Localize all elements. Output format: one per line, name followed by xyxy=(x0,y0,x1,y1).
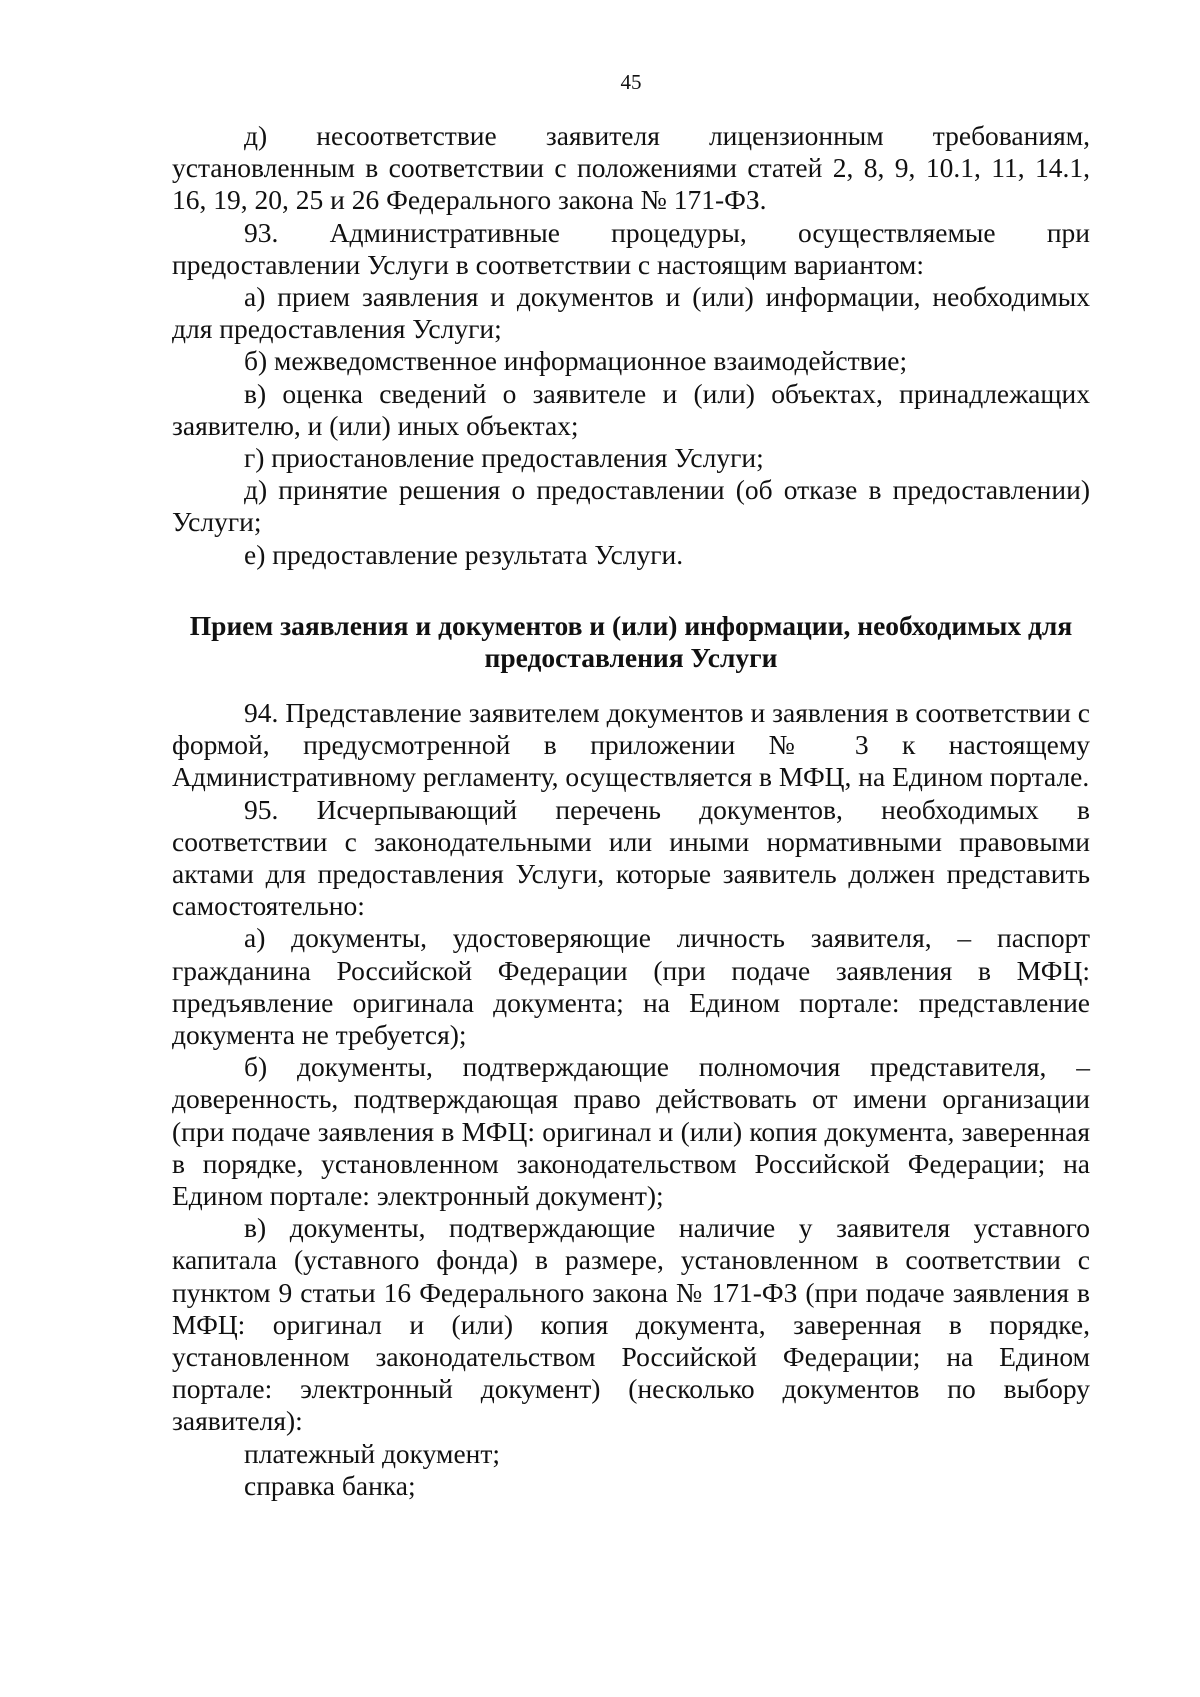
bottom-text-block xyxy=(172,697,1090,1502)
paragraph-94-submission: 94. Представление заявителем документов и заявления в соответствии с формой, предусмотренной в приложении № 3 к настоящему Административному регламенту, осуществляется в МФЦ, на Едином портале. xyxy=(172,697,1090,793)
list-item-b-interagency: б) межведомственное информационное взаимодействие; xyxy=(244,345,908,377)
list-item-d-decision: д) принятие решения о предоставлении (об отказе в предоставлении) Услуги; xyxy=(172,474,1090,538)
list-item-b-authority-docs: б) документы, подтверждающие полномочия представителя, – доверенность, подтверждающая право действовать от имени организации (при подаче заявления в МФЦ: оригинал и (или) копия документа, заверенная в порядке, установленном законодательством Российской Федерации; на Едином портале: электронный документ); xyxy=(172,1051,1090,1212)
list-item-a-identity-docs: а) документы, удостоверяющие личность заявителя, – паспорт гражданина Российской Федерации (при подаче заявления в МФЦ: предъявление оригинала документа; на Едином портале: представление документа не требуется); xyxy=(172,922,1090,1051)
paragraph-95-document-list: 95. Исчерпывающий перечень документов, необходимых в соответствии с законодательными или иными нормативными правовыми актами для предоставления Услуги, которые заявитель должен представить самостоятельно: xyxy=(172,793,1090,922)
list-item-g-suspension: г) приостановление предоставления Услуги; xyxy=(244,442,764,474)
section-heading: Прием заявления и документов и (или) информации, необходимых для предоставления Услуги xyxy=(189,610,1073,674)
list-item-a-reception: а) прием заявления и документов и (или) информации, необходимых для предоставления Услуги; xyxy=(172,281,1090,345)
paragraph-licensing-mismatch: д) несоответствие заявителя лицензионным требованиям, установленным в соответствии с положениями статей 2, 8, 9, 10.1, 11, 14.1, 16, 19, 20, 25 и 26 Федерального закона № 171-ФЗ. xyxy=(172,120,1090,216)
top-text-block xyxy=(172,120,1090,571)
list-item-v-capital-docs: в) документы, подтверждающие наличие у заявителя уставного капитала (уставного фонда) в размере, установленном в соответствии с пунктом 9 статьи 16 Федерального закона № 171-ФЗ (при подаче заявления в МФЦ: оригинал и (или) копия документа, заверенная в порядке, установленном законодательством Российской Федерации; на Едином портале: электронный документ) (несколько документов по выбору заявителя): xyxy=(172,1212,1090,1437)
page-number: 45 xyxy=(620,70,642,94)
list-item-payment-document: платежный документ; xyxy=(244,1437,501,1469)
paragraph-93-procedures: 93. Административные процедуры, осуществляемые при предоставлении Услуги в соответствии с настоящим вариантом: xyxy=(172,216,1090,280)
list-item-v-assessment: в) оценка сведений о заявителе и (или) объектах, принадлежащих заявителю, и (или) иных объектах; xyxy=(172,377,1090,441)
list-item-bank-statement: справка банка; xyxy=(244,1469,416,1501)
list-item-e-result: е) предоставление результата Услуги. xyxy=(244,538,684,570)
